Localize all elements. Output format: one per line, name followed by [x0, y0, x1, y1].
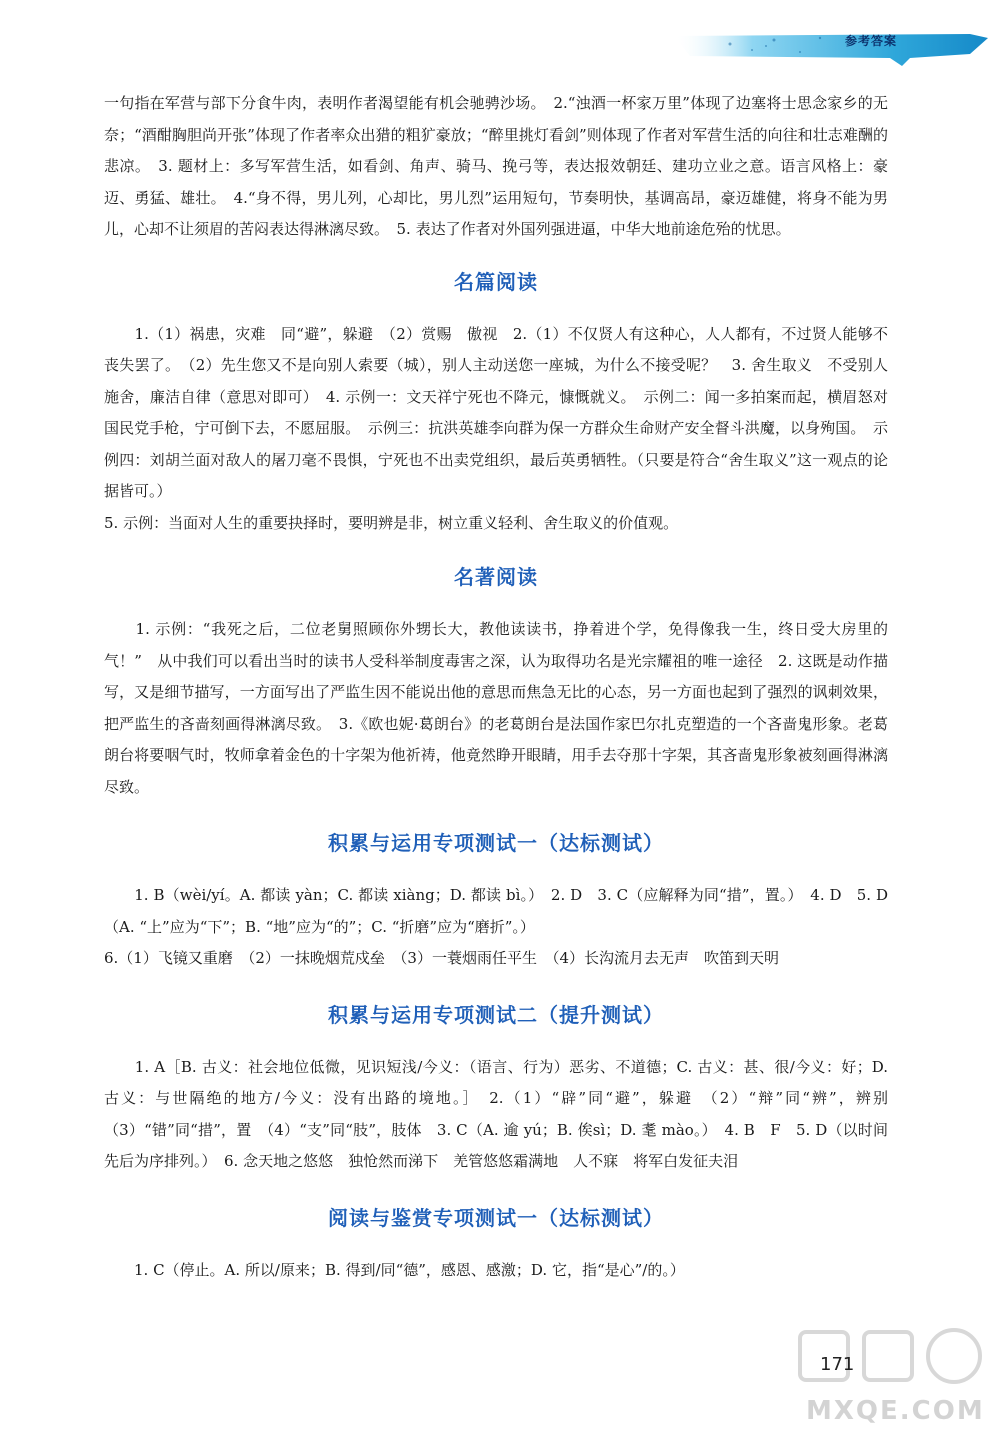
section-heading: 积累与运用专项测试二（提升测试）: [328, 1002, 664, 1027]
answer-paragraph: 1.（1）祸患，灾难 同“避”，躲避 （2）赏赐 傲视 2.（1）不仅贤人有这种心，人人都有，不过贤人能够不丧失罢了。 （2）先生您又不是向别人索要（城），别人主动送您一座城，为什么不接受呢？ 3. 舍生取义 不受别人施舍，廉洁自律（意思对即可） 4. 示例一：文天祥宁死也不降元，慷慨就义。 示例二：闻一多拍案而起，横眉怒对国民党手枪，宁可倒下去，不愿屈服。 示例三：抗洪英雄李向群为保一方群众生命财产安全督斗洪魔，以身殉国。 示例四：刘胡兰面对敌人的屠刀毫不畏惧，宁死也不出卖党组织，最后英勇牺牲。（只要是符合“舍生取义”这一观点的论据皆可。） 5. 示例：当面对人生的重要抉择时，要明辨是非，树立重义轻利、舍生取义的价值观。: [104, 324, 888, 532]
section-heading: 名著阅读: [454, 565, 538, 589]
answer-paragraph: 1. B（wèi/yí。A. 都读 yàn；C. 都读 xiàng；D. 都读 bì。） 2. D 3. C（应解释为同“措”，置。） 4. D 5. D（A. “上”应为“下”；B. “地”应为“的”；C. “折磨”应为“磨折”。） 6.（1）飞镜又重磨 （2）一抹晚烟荒戍垒 （3）一蓑烟雨任平生 （4）长沟流月去无声 吹笛到天明: [104, 886, 888, 967]
answer-content: [104, 88, 904, 1286]
answer-paragraph: 1. 示例：“我死之后，二位老舅照顾你外甥长大，教他读读书，挣着进个学，免得像我一生，终日受大房里的气！” 从中我们可以看出当时的读书人受科举制度毒害之深，认为取得功名是光宗耀祖的唯一途径 2. 这既是动作描写，又是细节描写，一方面写出了严监生因不能说出他的意思而焦急无比的心态，另一方面也起到了强烈的讽刺效果，把严监生的吝啬刻画得淋漓尽致。 3.《欧也妮·葛朗台》的老葛朗台是法国作家巴尔扎克塑造的一个吝啬鬼形象。老葛朗台将要咽气时，牧师拿着金色的十字架为他祈祷，他竟然睁开眼睛，用手去夺那十字架，其吝啬鬼形象被刻画得淋漓尽致。: [104, 620, 888, 796]
answer-paragraph: 一句指在军营与部下分食牛肉，表明作者渴望能有机会驰骋沙场。 2.“浊酒一杯家万里”体现了边塞将士思念家乡的无奈；“酒酣胸胆尚开张”体现了作者率众出猎的粗犷豪放；“醉里挑灯看剑”则体现了作者对军营生活的向往和壮志难酬的悲凉。 3. 题材上：多写军营生活，如看剑、角声、骑马、挽弓等，表达报效朝廷、建功立业之意。语言风格上：豪迈、勇猛、雄壮。 4.“身不得，男儿列，心却比，男儿烈”运用短句，节奏明快，基调高昂，豪迈雄健，将身不能为男儿，心却不让须眉的苦闷表达得淋漓尽致。 5. 表达了作者对外国列强进逼，中华大地前途危殆的忧思。: [104, 94, 888, 238]
section-heading: 积累与运用专项测试一（达标测试）: [328, 831, 664, 855]
section-heading: 名篇阅读: [454, 269, 538, 294]
section-heading: 阅读与鉴赏专项测试一（达标测试）: [328, 1205, 664, 1230]
header-label: 参考答案: [844, 34, 897, 48]
answer-paragraph: 1. A［B. 古义：社会地位低微，见识短浅/今义：（语言、行为）恶劣、不道德；C. 古义：甚、很/今义：好；D. 古义：与世隔绝的地方/今义：没有出路的境地。］ 2.（1）“辟”同“避”，躲避 （2）“辩”同“辨”，辨别 （3）“错”同“措”，置 （4）“支”同“肢”，肢体 3. C（A. 逾 yú；B. 俟sì；D. 耄 mào。） 4. B F 5. D（以时间先后为序排列。） 6. 念天地之悠悠 独怆然而涕下 羌管悠悠霜满地 人不寐 将军白发征夫泪: [104, 1057, 904, 1170]
page-number: 171: [820, 1354, 855, 1375]
watermark-url: MXQE.COM: [806, 1396, 985, 1426]
header-banner: [670, 28, 992, 68]
answer-paragraph: 1. C（停止。A. 所以/原来；B. 得到/同“德”，感恩、感激；D. 它，指“是心”/的。）: [104, 1260, 685, 1279]
